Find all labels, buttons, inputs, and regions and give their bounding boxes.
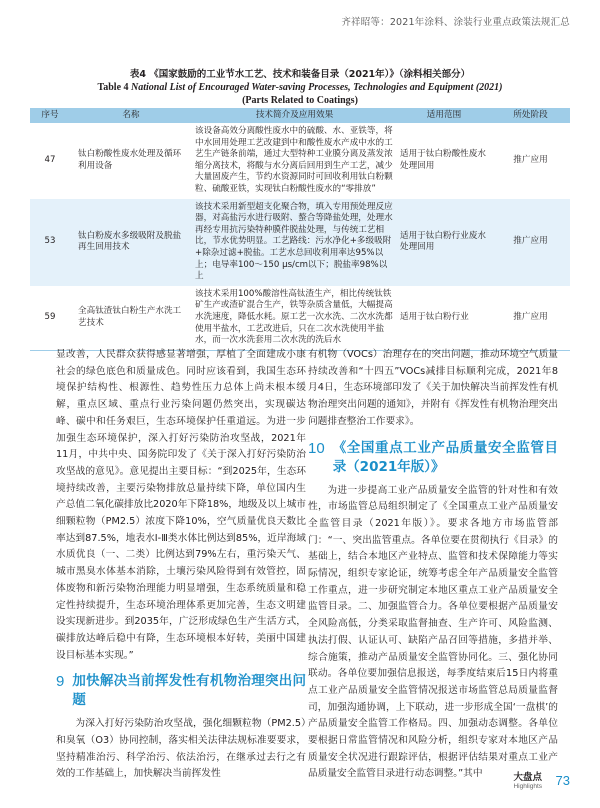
table-row xyxy=(30,199,570,286)
section-number: 9 xyxy=(56,673,65,691)
table-title-en-prefix: Table 4 xyxy=(97,82,129,93)
cell-scope: 适用于钛白粉行业废水处理回用 xyxy=(400,230,486,253)
cell-no: 47 xyxy=(44,154,56,165)
body-paragraph: 显改善，人民群众获得感显著增强，厚植了全面建成小康社会的绿色底色和质量成色。同时应该看到，我国生态环境保护结构性、根源性、趋势性压力总体上尚未根本缓解，重点区域、重点行业污染问题仍然突出，实现碳达峰、碳中和任务艰巨，生态环境保护任重道远。为进一步加强生态环境保护，深入打好污染防治攻坚战，2021年11月，中共中央、国务院印发了《关于深入打好污染防治攻坚战的意见》。意见提出主要目标：“到2025年，生态环境持续改善，主要污染物排放总量持续下降，单位国内生产总值二氧化碳排放比2020年下降18%，地级及以上城市细颗粒物（PM2.5）浓度下降10%，空气质量优良天数比率达到87.5%，地表水Ⅰ-Ⅲ类水体比例达到85%，近岸海域水质优良（一、二类）比例达到79%左右，重污染天气、城市黑臭水体基本消除，土壤污染风险得到有效管控，固体废物和新污染物治理能力明显增强，生态系统质量和稳定性持续提升，生态环境治理体系更加完善，生态文明建设实现新进步。到2035年，广泛形成绿色生产生活方式，碳排放达峰后稳中有降，生态环境根本好转，美丽中国建设目标基本实现。” xyxy=(56,349,306,661)
header-desc: 技术简介及应用效果 xyxy=(255,109,334,120)
cell-scope: 适用于钛白粉行业 xyxy=(397,286,491,350)
cell-name: 钛白粉废水多级吸附及脱盐再生回用技术 xyxy=(78,230,182,253)
section-10-heading xyxy=(308,439,558,477)
header-name: 名称 xyxy=(122,109,140,120)
section-title: 《全国重点工业产品质量安全监管目录（2021年版）》 xyxy=(332,439,558,475)
cell-no: 59 xyxy=(30,286,70,350)
table-title-en xyxy=(30,81,570,94)
cell-desc: 该技术采用新型超支化聚合物，填入专用预处理反应器，对高盐污水进行吸附、螯合等降盐处理，处理水再经专用抗污染特种膜件脱盐处理，与传统工艺相比，节水优势明显。工艺路线：污水净化+多级吸附+除杂过滤+脱盐。工艺水总回收利用率达95%以上；电导率100～150 μs/cm以下；脱盐率98%以上 xyxy=(195,201,393,282)
cell-stage: 推广应用 xyxy=(513,236,548,247)
table-caption xyxy=(30,68,570,107)
cell-name: 钛白粉酸性废水处理及循环利用设备 xyxy=(78,149,182,171)
section-9-heading xyxy=(56,672,306,710)
header-stage: 所处阶段 xyxy=(513,109,548,120)
footer-label-cn: 大盘点 xyxy=(513,772,542,783)
table-title-en-sub: (Parts Related to Coatings) xyxy=(242,95,358,106)
header-scope: 适用范围 xyxy=(426,109,462,120)
cell-scope: 适用于钛白粉酸性废水处理回用 xyxy=(400,149,486,171)
cell-desc: 该技术采用100%酸溶性高钛渣生产，相比传统钛铁矿生产或渣矿混合生产，铁等杂质含量低，大幅提高水洗速度，降低水耗。原工艺一次水洗、二次水洗都使用半盐水，工艺改进后，只在二次水洗使用半盐水，而一次水洗套用二次水洗的洗后水 xyxy=(192,286,397,350)
running-head: 齐祥昭等：2021年涂料、涂装行业重点政策法规汇总 xyxy=(341,17,570,28)
section-title: 加快解决当前挥发性有机物治理突出问题 xyxy=(72,673,306,709)
cell-stage: 推广应用 xyxy=(513,154,548,165)
section-number: 10 xyxy=(308,439,325,457)
table-row xyxy=(30,123,570,199)
table-row xyxy=(30,286,570,350)
footer-label xyxy=(513,769,542,790)
cell-desc: 该设备高效分离酸性废水中的硫酸、水、亚铁等，将中水回用处理工艺改建到中和酸性废水产成中水的工艺生产链条前端，通过大型特种工业膜分离及蒸发浓缩分离技术，将酸与水分离后回用到生产工艺，减少大量固废产生，节约水资源同时可回收利用钛白粉颗粒、硫酸亚铁，实现钛白粉酸性废水的“零排放” xyxy=(195,126,393,194)
page-number: 73 xyxy=(555,773,570,788)
cell-no: 53 xyxy=(44,236,56,247)
header-no: 序号 xyxy=(41,109,59,120)
table-title-en-text: National List of Encouraged Water-saving Processes, Technologies and Equipment (2021) xyxy=(131,82,503,93)
cell-name: 全高钛渣钛白粉生产水洗工艺技术 xyxy=(70,286,192,350)
body-paragraph: 为进一步提高工业产品质量安全监管的针对性和有效性，市场监管总局组织制定了《全国重点工业产品质量安全监管目录（2021年版）》。要求各地方市场监管部门：“一、突出监管重点。各单位要在贯彻执行《目录》的基础上，结合本地区产业特点、监管和技术保障能力等实际情况，组织专家论证，统筹考虑全年产品质量安全监管工作重点，进一步研究制定本地区重点工业产品质量安全监管目录。二、加强监管合力。各单位要根据产品质量安全风险高低，分类采取监督抽查、生产许可、风险监测、执法打假、认证认可、缺陷产品召回等措施，多措并举、综合施策，推动产品质量安全监管协同化。三、强化协同联动。各单位要加强信息报送，每季度结束后15日内将重点工业产品质量安全监管情况报送市场监管总局质量监督司，加强沟通协调，上下联动，进一步形成全国‘一盘棋’的产品质量安全监管工作格局。四、加强动态调整。各单位要根据日常监管情况和风险分析，组织专家对本地区产品质量安全状况进行跟踪评估，根据评估结果对重点工业产品质量安全监管目录进行动态调整。”其中 xyxy=(308,484,558,780)
body-paragraph: 有机物（VOCs）治理存在的突出问题，推动环境空气质量持续改善和“十四五”VOCs减排目标顺利完成，2021年8月4日，生态环境部印发了《关于加快解决当前挥发性有机物治理突出问题的通知》，并附有《挥发性有机物治理突出问题排查整治工作要求》。 xyxy=(308,349,558,427)
body-paragraph: 为深入打好污染防治攻坚战，强化细颗粒物（PM2.5）和臭氧（O3）协同控制，落实相关法律法规标准要要求，坚持精准治污、科学治污、依法治污，在继承过去行之有效的工作基础上，加快解决当前挥发性 xyxy=(56,718,306,780)
water-saving-table xyxy=(30,108,570,351)
cell-stage: 推广应用 xyxy=(491,286,570,350)
table-title-cn: 表4 《国家鼓励的工业节水工艺、技术和装备目录（2021年）》（涂料相关部分） xyxy=(129,69,471,80)
footer-label-en: Highlights xyxy=(513,783,542,790)
left-column xyxy=(56,347,306,783)
right-column xyxy=(308,347,558,783)
table-header-row xyxy=(30,108,570,123)
